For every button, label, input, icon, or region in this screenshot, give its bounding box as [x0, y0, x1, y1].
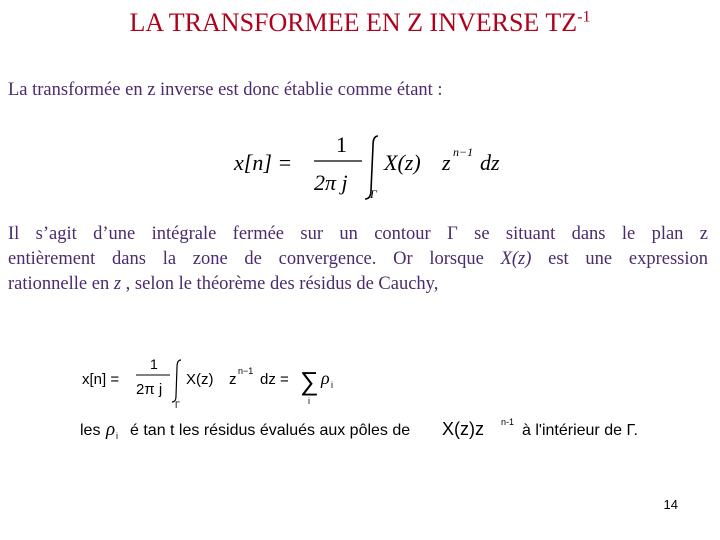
residue-explanation-line	[78, 410, 678, 448]
formula2-dz: dz =	[260, 371, 289, 388]
formula2-z: z	[229, 371, 237, 388]
paragraph-line-2-start: entièrement dans la zone de convergence. Or lorsque	[8, 249, 501, 269]
formula2-integral-sign	[172, 360, 181, 402]
formula2-contour: Γ	[175, 400, 180, 410]
residue-rho-sub: i	[116, 431, 118, 441]
slide-title-superscript: -1	[577, 8, 591, 26]
intro-text: La transformée en z inverse est donc établie comme étant :	[8, 80, 443, 100]
formula1-contour: Γ	[370, 187, 377, 201]
formula1-exponent: n−1	[453, 145, 474, 159]
formula1-integrand: X(z)	[384, 150, 421, 175]
formula1-denominator: 2π j	[314, 170, 348, 195]
slide-title-text: LA TRANSFORMEE EN Z INVERSE TZ	[129, 8, 578, 37]
residue-middle-text: é tan t les résidus évalués aux pôles de	[130, 422, 411, 439]
formula2-denominator: 2π j	[136, 381, 163, 398]
formula2-integrand: X(z)	[186, 371, 214, 388]
formula2-sum-index: i	[308, 396, 310, 406]
paragraph-line-2	[8, 247, 708, 272]
residue-expr: X(z)z	[442, 419, 484, 439]
explanation-paragraph	[8, 222, 708, 297]
residue-formula	[78, 352, 378, 412]
formula2-sum-sign: ∑	[300, 366, 319, 396]
page-number: 14	[663, 497, 678, 512]
paragraph-z: z	[113, 274, 122, 294]
residue-rho: ρ	[106, 419, 116, 440]
formula1-dz: dz	[480, 150, 500, 175]
paragraph-line-1: Il s’agit d’une intégrale fermée sur un contour Γ se situant dans le plan z	[8, 224, 708, 244]
formula2-rho: ρ	[321, 368, 330, 388]
paragraph-xz: X(z)	[500, 249, 532, 269]
formula2-numerator: 1	[150, 356, 158, 372]
formula1-numerator: 1	[336, 132, 347, 157]
formula2-exponent: n−1	[238, 366, 254, 376]
formula1-z: z	[442, 150, 451, 175]
formula2-lhs: x[n] =	[82, 371, 120, 388]
residue-les: les	[80, 422, 101, 439]
paragraph-line-3	[8, 272, 708, 297]
residue-expr-sup: n-1	[501, 417, 515, 427]
inverse-z-formula	[228, 128, 528, 208]
formula2-rho-sub: i	[331, 380, 333, 390]
paragraph-line-2-end: est une expression	[531, 249, 708, 269]
paragraph-line-3-end: , selon le théorème des résidus de Cauchy,	[121, 274, 439, 294]
slide-title	[0, 8, 720, 38]
residue-end-text: à l'intérieur de Γ.	[522, 422, 638, 439]
formula1-lhs: x[n] =	[234, 150, 293, 175]
paragraph-line-3-start: rationnelle en	[8, 274, 114, 294]
